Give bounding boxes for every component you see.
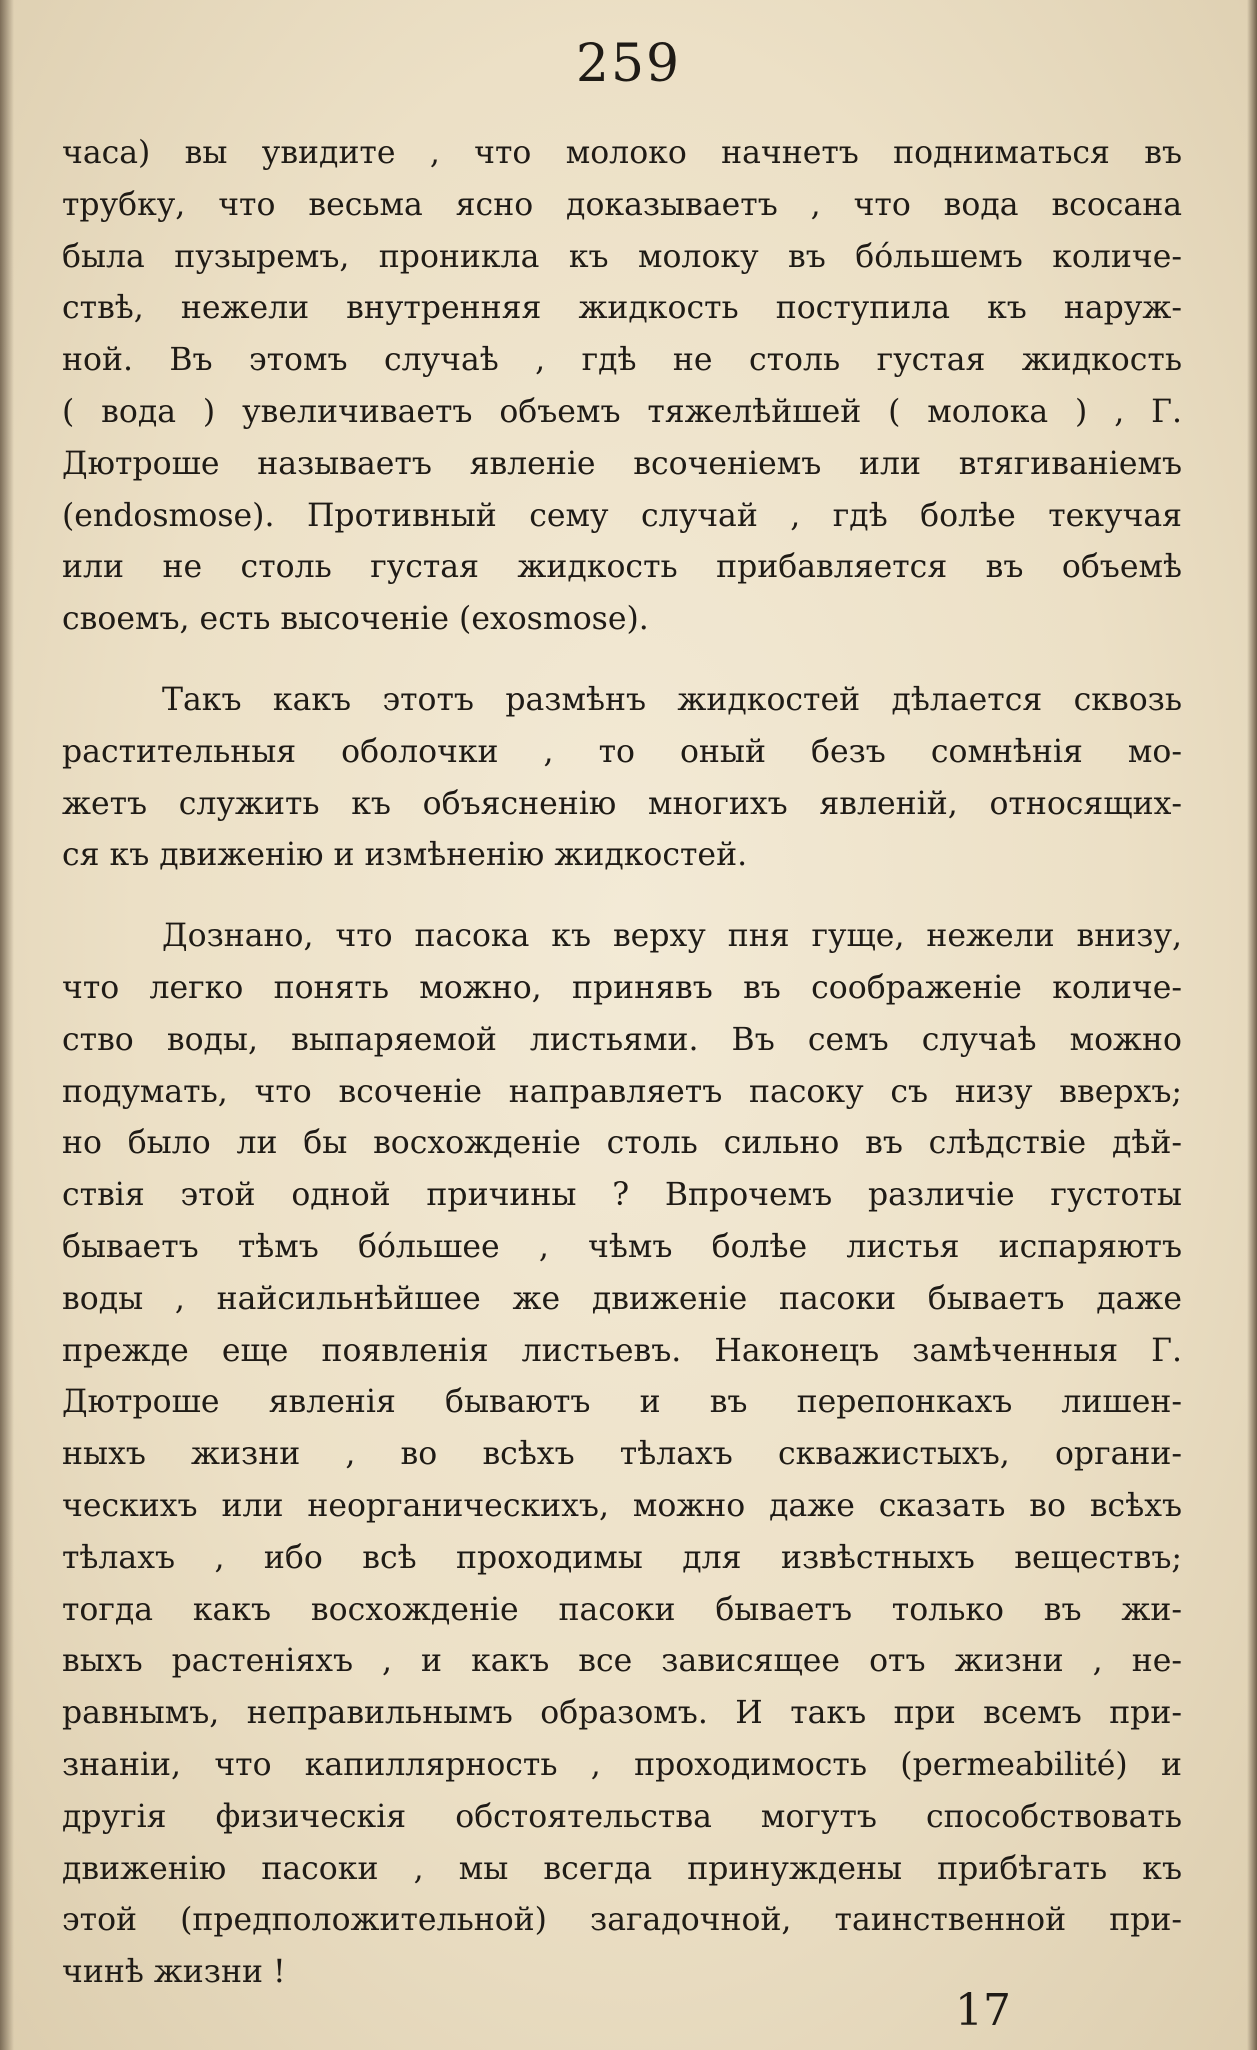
text-line: ( вода ) увеличиваетъ объемъ тяжелѣйшей ( молока ) , Г. (62, 393, 1182, 430)
body-text (62, 128, 1182, 1999)
text-line: своемъ, есть высоченіе (exosmose). (62, 601, 649, 638)
text-line: жетъ служить къ объясненію многихъ явленій, относящих- (62, 785, 1182, 822)
text-line: ныхъ жизни , во всѣхъ тѣлахъ скважистыхъ, органи- (62, 1436, 1182, 1473)
text-line: или не столь густая жидкость прибавляется въ объемѣ (62, 549, 1182, 586)
text-line: прежде еще появленія листьевъ. Наконецъ замѣченныя Г. (62, 1332, 1182, 1369)
text-line: ной. Въ этомъ случаѣ , гдѣ не столь густая жидкость (62, 342, 1182, 379)
text-line: (endosmose). Противный сему случай , гдѣ болѣе текучая (62, 497, 1182, 534)
signature-mark: 17 (955, 1985, 1011, 2036)
text-line: была пузыремъ, проникла къ молоку въ бо́льшемъ количе- (62, 238, 1182, 275)
text-line: ся къ движенію и измѣненію жидкостей. (62, 837, 748, 874)
text-line: бываетъ тѣмъ бо́льшее , чѣмъ болѣе листья испаряютъ (62, 1228, 1182, 1265)
text-line: Дютроше явленія бываютъ и въ перепонкахъ лишен- (62, 1384, 1182, 1421)
text-line: растительныя оболочки , то оный безъ сомнѣнія мо- (62, 733, 1182, 770)
text-line: тогда какъ восхожденіе пасоки бываетъ только въ жи- (62, 1591, 1182, 1628)
text-line: знаніи, что капиллярность , проходимость (permeabilité) и (62, 1746, 1182, 1783)
text-line: тѣлахъ , ибо всѣ проходимы для извѣстныхъ веществъ; (62, 1539, 1182, 1576)
text-line: воды , найсильнѣйшее же движеніе пасоки бываетъ даже (62, 1280, 1182, 1317)
text-line: ствѣ, нежели внутренняя жидкость поступила къ наруж- (62, 290, 1182, 327)
text-line: выхъ растеніяхъ , и какъ все зависящее отъ жизни , не- (62, 1643, 1182, 1680)
page-number: 259 (575, 34, 682, 94)
paragraph-2 (62, 675, 1182, 882)
page-right-edge (1247, 0, 1257, 2050)
text-line: часа) вы увидите , что молоко начнетъ подниматься въ (62, 135, 1182, 171)
text-line: ствія этой одной причины ? Впрочемъ различіе густоты (62, 1177, 1182, 1214)
text-line: этой (предположительной) загадочной, таинственной при- (62, 1902, 1182, 1939)
text-line: другія физическія обстоятельства могутъ способствовать (62, 1798, 1182, 1835)
text-line: чинѣ жизни ! (62, 1954, 286, 1991)
text-line: Дютроше называетъ явленіе всоченіемъ или втягиваніемъ (62, 445, 1182, 482)
text-line: движенію пасоки , мы всегда принуждены прибѣгать къ (62, 1850, 1182, 1887)
text-line: ство воды, выпаряемой листьями. Въ семъ случаѣ можно (62, 1021, 1182, 1058)
paragraph-1 (62, 128, 1182, 646)
text-line: трубку, что весьма ясно доказываетъ , что вода всосана (62, 186, 1182, 223)
text-line: Дознано, что пасока къ верху пня гуще, нежели внизу, (162, 918, 1182, 955)
text-line: Такъ какъ этотъ размѣнъ жидкостей дѣлается сквозь (162, 681, 1182, 718)
text-line: но было ли бы восхожденіе столь сильно въ слѣдствіе дѣй- (62, 1125, 1182, 1162)
page-left-edge (0, 0, 14, 2050)
paragraph-3 (62, 911, 1182, 1999)
text-line: что легко понять можно, принявъ въ соображеніе количе- (62, 969, 1182, 1006)
text-line: ческихъ или неорганическихъ, можно даже сказать во всѣхъ (62, 1487, 1182, 1524)
text-line: подумать, что всоченіе направляетъ пасоку съ низу вверхъ; (62, 1073, 1182, 1110)
text-line: равнымъ, неправильнымъ образомъ. И такъ при всемъ при- (62, 1695, 1182, 1732)
